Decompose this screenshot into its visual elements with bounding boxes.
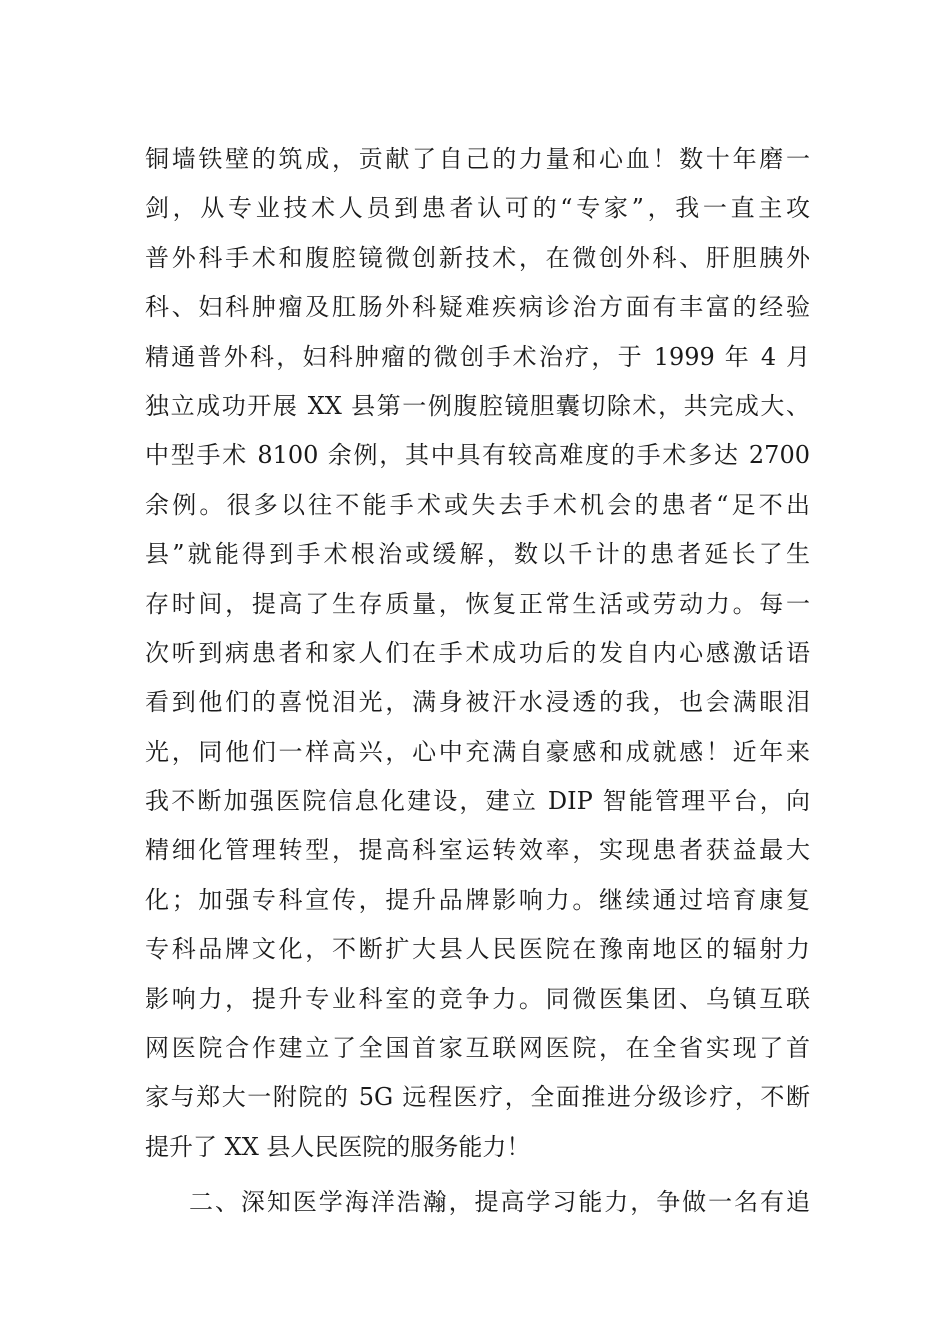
text-line: 中型手术 8100 余例，其中具有较高难度的手术多达 2700: [145, 441, 810, 470]
text-line: 影响力，提升专业科室的竞争力。同微医集团、乌镇互联: [145, 984, 810, 1013]
text-line: 提升了 XX 县人民医院的服务能力！: [145, 1132, 531, 1161]
text-line: 化；加强专科宣传，提升品牌影响力。继续通过培育康复: [145, 885, 810, 914]
text-line: 存时间，提高了生存质量，恢复正常生活或劳动力。每一: [145, 589, 810, 618]
text-line: 县”就能得到手术根治或缓解，数以千计的患者延长了生: [145, 540, 810, 569]
text-line: 精通普外科，妇科肿瘤的微创手术治疗，于 1999 年 4 月: [145, 342, 810, 371]
text-line: 独立成功开展 XX 县第一例腹腔镜胆囊切除术，共完成大、: [145, 391, 810, 420]
text-line: 科、妇科肿瘤及肛肠外科疑难疾病诊治方面有丰富的经验: [145, 293, 810, 322]
text-line: 剑，从专业技术人员到患者认可的“专家”，我一直主攻: [145, 194, 810, 223]
text-line: 我不断加强医院信息化建设，建立 DIP 智能管理平台，向: [145, 787, 810, 816]
text-line: 余例。很多以往不能手术或失去手术机会的患者“足不出: [145, 490, 810, 519]
text-line: 家与郑大一附院的 5G 远程医疗，全面推进分级诊疗，不断: [145, 1083, 810, 1112]
body-text: [145, 135, 810, 1228]
text-line: 精细化管理转型，提高科室运转效率，实现患者获益最大: [145, 836, 810, 865]
text-line: 专科品牌文化，不断扩大县人民医院在豫南地区的辐射力: [145, 935, 810, 964]
text-line: 普外科手术和腹腔镜微创新技术，在微创外科、肝胆胰外: [145, 243, 810, 272]
text-line: 光，同他们一样高兴，心中充满自豪感和成就感！近年来: [145, 737, 810, 766]
text-line: 铜墙铁壁的筑成，贡献了自己的力量和心血！数十年磨一: [145, 145, 810, 173]
section-heading: 二、深知医学海洋浩瀚，提高学习能力，争做一名有追: [189, 1188, 810, 1217]
text-line: 看到他们的喜悦泪光，满身被汗水浸透的我，也会满眼泪: [145, 688, 810, 717]
text-line: 次听到病患者和家人们在手术成功后的发自内心感激话语: [145, 638, 810, 667]
text-line: 网医院合作建立了全国首家互联网医院，在全省实现了首: [145, 1034, 810, 1063]
